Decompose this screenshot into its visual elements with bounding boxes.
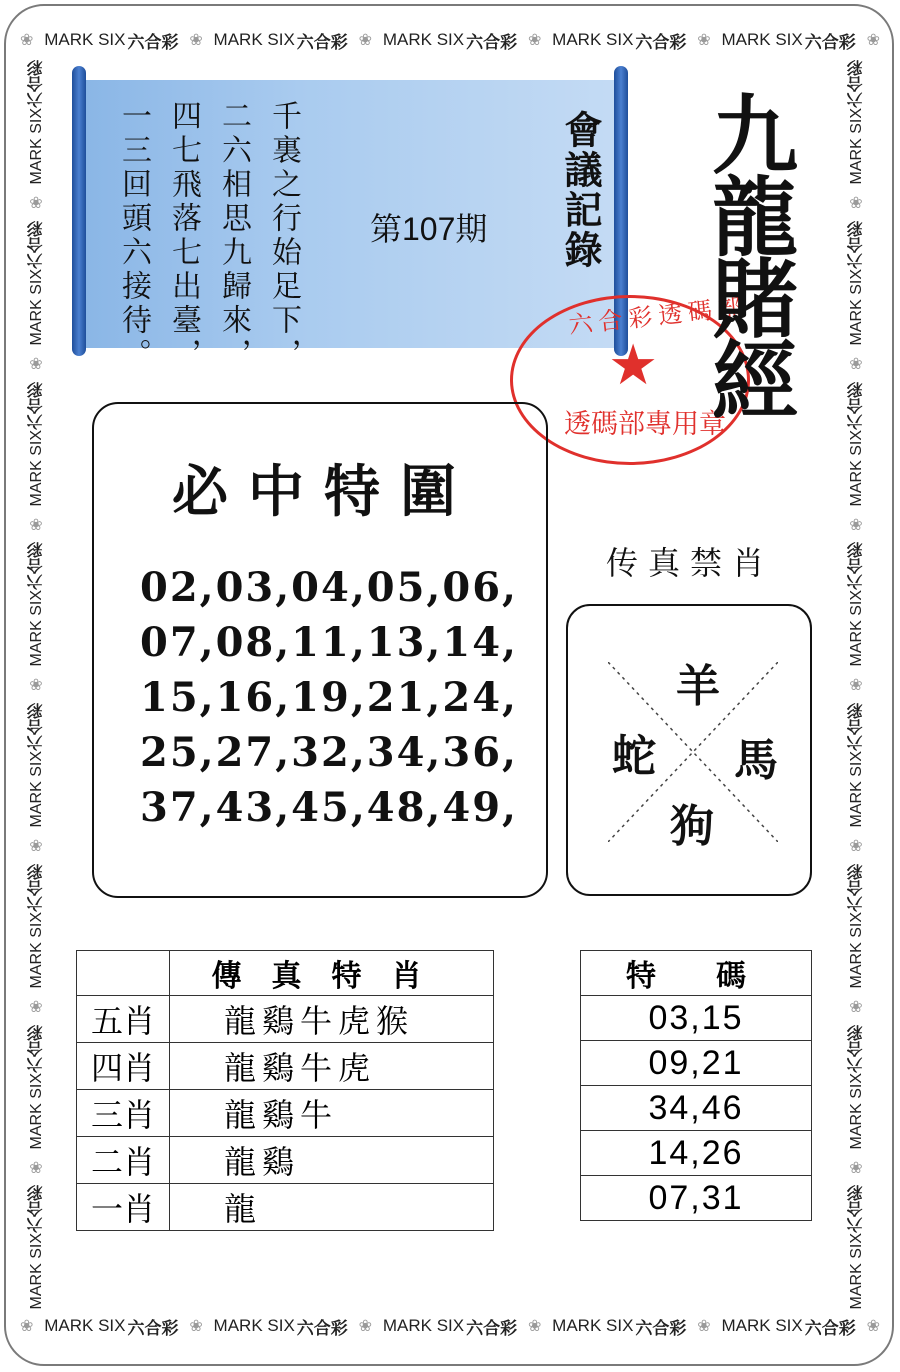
seal-center-text: 透碼部專用章 <box>564 409 726 440</box>
table-header-blank <box>77 951 170 996</box>
table-row <box>77 1043 494 1090</box>
watermark-band-right <box>840 60 872 1310</box>
special-numbers-title: 必中特圍 <box>172 459 476 525</box>
flower-icon: ❀ <box>849 514 863 534</box>
table-row <box>77 1184 494 1231</box>
table-row <box>77 1090 494 1137</box>
poem-line: 千裏之行始足下， <box>266 100 301 372</box>
watermark: MARK SIX六合彩 <box>847 542 865 667</box>
table-row <box>581 1041 812 1086</box>
flower-icon: ❀ <box>527 32 542 49</box>
zodiac-table <box>76 950 494 1231</box>
watermark: MARK SIX六合彩 <box>847 60 865 185</box>
level-cell: 五肖 <box>77 996 170 1043</box>
level-cell: 三肖 <box>77 1090 170 1137</box>
code-cell: 34,46 <box>581 1086 812 1131</box>
star-icon: ★ <box>608 333 659 398</box>
zodiac-cell: 龍鷄牛虎 <box>170 1043 494 1090</box>
watermark: MARK SIX六合彩 <box>27 381 45 507</box>
flower-icon: ❀ <box>29 836 43 856</box>
watermark: MARK SIX六合彩 <box>847 1185 865 1310</box>
level-cell: 二肖 <box>77 1137 170 1184</box>
code-cell: 14,26 <box>581 1131 812 1176</box>
watermark-band-bottom <box>20 1310 880 1342</box>
flower-icon: ❀ <box>20 1318 34 1335</box>
poem-line: 二六相思九歸來， <box>216 100 251 372</box>
watermark: MARK SIX六合彩 <box>847 381 865 507</box>
watermark: MARK SIX 六合彩 <box>552 30 687 53</box>
watermark: MARK SIX 六合彩 <box>213 1316 348 1339</box>
flower-icon: ❀ <box>29 1157 43 1177</box>
flower-icon: ❀ <box>866 32 880 49</box>
poem <box>108 100 308 372</box>
flower-icon: ❀ <box>29 675 43 695</box>
flower-icon: ❀ <box>20 32 34 49</box>
number-row: 25,27,32,34,36, <box>140 729 518 776</box>
watermark: MARK SIX 六合彩 <box>44 30 179 53</box>
zodiac-cell: 龍鷄牛 <box>170 1090 494 1137</box>
watermark-band-left <box>20 60 52 1310</box>
table-row <box>581 1086 812 1131</box>
number-row: 37,43,45,48,49, <box>140 784 518 831</box>
flower-icon: ❀ <box>866 1318 880 1335</box>
poem-line: 四七飛落七出臺， <box>166 100 201 372</box>
watermark: MARK SIX 六合彩 <box>552 1316 687 1339</box>
watermark: MARK SIX 六合彩 <box>44 1316 179 1339</box>
code-cell: 03,15 <box>581 996 812 1041</box>
watermark: MARK SIX 六合彩 <box>721 30 856 53</box>
number-row: 15,16,19,21,24, <box>140 674 518 721</box>
watermark: MARK SIX 六合彩 <box>382 1316 518 1339</box>
zodiac-cell: 龍 <box>170 1184 494 1231</box>
watermark: MARK SIX六合彩 <box>27 220 45 346</box>
special-code-table <box>580 950 812 1221</box>
level-cell: 四肖 <box>77 1043 170 1090</box>
table-row <box>77 1137 494 1184</box>
flower-icon: ❀ <box>358 32 373 49</box>
watermark-band-top <box>20 24 880 56</box>
watermark: MARK SIX六合彩 <box>847 1024 865 1150</box>
page-title: 九龍賭經 <box>697 90 798 418</box>
watermark: MARK SIX六合彩 <box>27 1185 45 1310</box>
issue-number: 第107期 <box>370 211 488 247</box>
table-row <box>581 1176 812 1221</box>
flower-icon: ❀ <box>29 193 43 213</box>
table-header-row <box>77 951 494 996</box>
number-row: 02,03,04,05,06, <box>140 564 518 611</box>
scroll-rod-left <box>72 66 86 356</box>
table-row <box>581 1131 812 1176</box>
watermark: MARK SIX六合彩 <box>847 863 865 989</box>
flower-icon: ❀ <box>697 32 711 49</box>
flower-icon: ❀ <box>849 1157 863 1177</box>
table-header-row <box>581 951 812 996</box>
table-header: 傳真特肖 <box>170 951 494 996</box>
flower-icon: ❀ <box>189 1318 203 1335</box>
zodiac-cell: 龍鷄 <box>170 1137 494 1184</box>
flower-icon: ❀ <box>697 1318 711 1335</box>
table-row <box>77 996 494 1043</box>
watermark: MARK SIX六合彩 <box>27 863 45 989</box>
banned-zodiac-right: 馬 <box>734 735 778 786</box>
code-cell: 07,31 <box>581 1176 812 1221</box>
banned-zodiac-label: 传真禁肖 <box>606 544 775 582</box>
zodiac-cell: 龍鷄牛虎猴 <box>170 996 494 1043</box>
seal-arc-text: 六合彩透碼部 <box>567 292 750 340</box>
watermark: MARK SIX六合彩 <box>27 60 45 185</box>
table-header: 特碼 <box>581 951 812 996</box>
flower-icon: ❀ <box>849 353 863 373</box>
number-row: 07,08,11,13,14, <box>140 619 518 666</box>
table-row <box>581 996 812 1041</box>
meeting-minutes-heading: 會議記錄 <box>558 110 602 270</box>
code-cell: 09,21 <box>581 1041 812 1086</box>
flower-icon: ❀ <box>849 997 863 1017</box>
flower-icon: ❀ <box>849 193 863 213</box>
flower-icon: ❀ <box>29 353 43 373</box>
flower-icon: ❀ <box>29 514 43 534</box>
level-cell: 一肖 <box>77 1184 170 1231</box>
flower-icon: ❀ <box>849 675 863 695</box>
flower-icon: ❀ <box>358 1318 373 1335</box>
watermark: MARK SIX六合彩 <box>27 1024 45 1150</box>
banned-zodiac-bottom: 狗 <box>670 801 714 852</box>
special-numbers-list <box>140 560 540 835</box>
flower-icon: ❀ <box>849 836 863 856</box>
watermark: MARK SIX 六合彩 <box>213 30 348 53</box>
flower-icon: ❀ <box>189 32 203 49</box>
watermark: MARK SIX六合彩 <box>27 542 45 667</box>
banned-zodiac-top: 羊 <box>676 661 720 712</box>
watermark: MARK SIX 六合彩 <box>382 30 518 53</box>
poem-line: 一三回頭六接待。 <box>116 100 151 372</box>
flower-icon: ❀ <box>29 997 43 1017</box>
watermark: MARK SIX六合彩 <box>27 703 45 828</box>
flower-icon: ❀ <box>527 1318 542 1335</box>
watermark: MARK SIX 六合彩 <box>721 1316 856 1339</box>
banned-zodiac-left: 蛇 <box>612 731 656 782</box>
watermark: MARK SIX六合彩 <box>847 703 865 828</box>
watermark: MARK SIX六合彩 <box>847 220 865 346</box>
